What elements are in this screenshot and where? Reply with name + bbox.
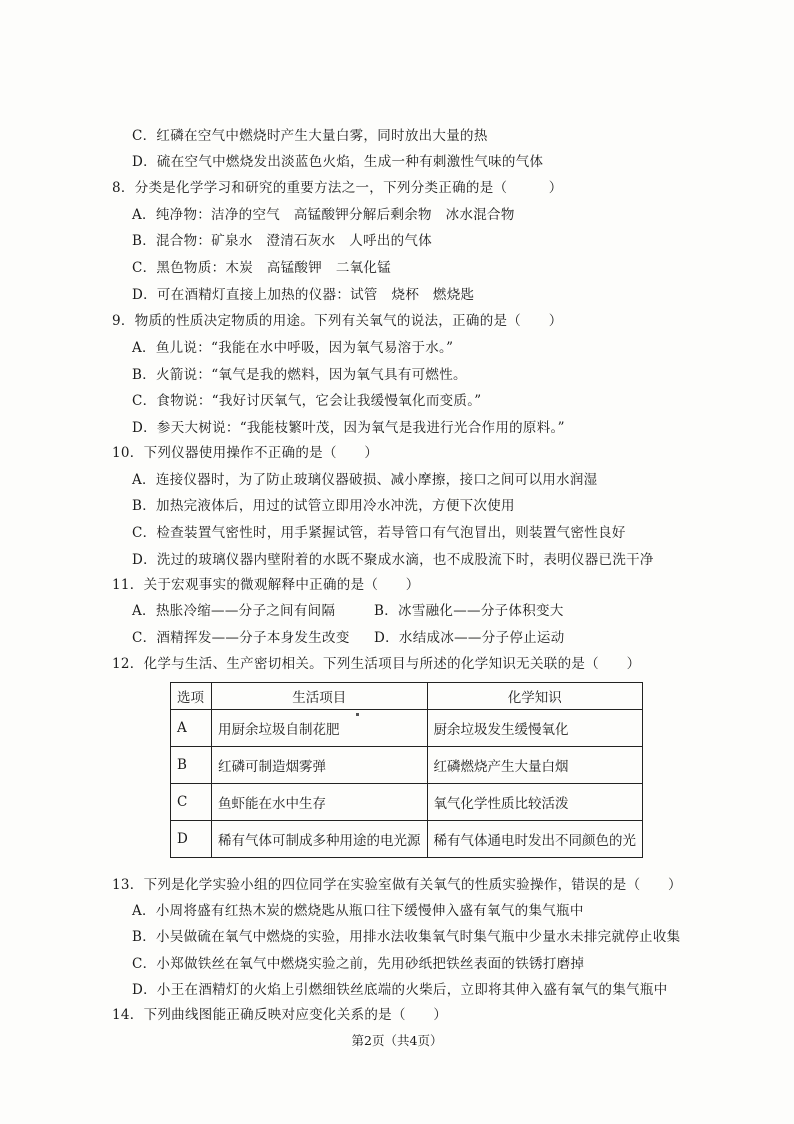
- table-header-life-item: 生活项目: [212, 683, 428, 710]
- q11-option-b: B．冰雪融化——分子体积变大: [374, 603, 564, 619]
- q10-option-c: C．检查装置气密性时，用手紧握试管，若导管口有气泡冒出，则装置气密性良好: [132, 525, 626, 541]
- q11-option-d: D．水结成冰——分子停止运动: [374, 630, 565, 646]
- q9-option-c: C．食物说：“我好讨厌氧气，它会让我缓慢氧化而变质。”: [132, 393, 482, 409]
- q9-option-b: B．火箭说：“氧气是我的燃料，因为氧气具有可燃性。: [132, 367, 467, 383]
- table-row: [171, 784, 643, 821]
- table-cell-option: A: [171, 710, 212, 747]
- table-cell-chem-knowledge: 氧气化学性质比较活泼: [427, 784, 643, 821]
- q8-option-a: A．纯净物：洁净的空气 高锰酸钾分解后剩余物 冰水混合物: [132, 207, 515, 223]
- table-row: [171, 747, 643, 784]
- scan-speck: [356, 713, 359, 716]
- q9-option-d: D．参天大树说：“我能枝繁叶茂，因为氧气是我进行光合作用的原料。”: [132, 420, 565, 436]
- q10-option-d: D．洗过的玻璃仪器内壁附着的水既不聚成水滴，也不成股流下时，表明仪器已洗干净: [132, 552, 654, 568]
- q11-option-c: C．酒精挥发——分子本身发生改变: [132, 630, 350, 646]
- page-footer: 第2页（共4页）: [351, 1033, 443, 1048]
- q13-option-b: B．小吴做硫在氧气中燃烧的实验，用排水法收集氧气时集气瓶中少量水未排完就停止收集: [132, 929, 681, 945]
- q12-table: [170, 682, 643, 858]
- q13-option-d: D．小王在酒精灯的火焰上引燃细铁丝底端的火柴后，立即将其伸入盛有氧气的集气瓶中: [132, 982, 668, 998]
- question-14: 14．下列曲线图能正确反映对应变化关系的是（ ）: [112, 1007, 448, 1023]
- question-9: 9．物质的性质决定物质的用途。下列有关氧气的说法，正确的是（ ）: [112, 313, 563, 329]
- table-cell-life-item: 红磷可制造烟雾弹: [212, 747, 428, 784]
- table-header-row: [171, 683, 643, 710]
- question-11: 11．关于宏观事实的微观解释中正确的是（ ）: [112, 577, 420, 593]
- table-cell-chem-knowledge: 稀有气体通电时发出不同颜色的光: [427, 821, 643, 858]
- table-cell-life-item: 稀有气体可制成多种用途的电光源: [212, 821, 428, 858]
- q9-option-a: A．鱼儿说：“我能在水中呼吸，因为氧气易溶于水。”: [132, 340, 454, 356]
- prev-option-d: D．硫在空气中燃烧发出淡蓝色火焰，生成一种有刺激性气味的气体: [132, 154, 544, 170]
- table-row: [171, 821, 643, 858]
- table-header-chem-knowledge: 化学知识: [427, 683, 643, 710]
- q8-option-c: C．黑色物质：木炭 高锰酸钾 二氧化锰: [132, 260, 392, 276]
- table-row: [171, 710, 643, 747]
- question-12: 12．化学与生活、生产密切相关。下列生活项目与所述的化学知识无关联的是（ ）: [112, 656, 641, 672]
- question-13: 13．下列是化学实验小组的四位同学在实验室做有关氧气的性质实验操作，错误的是（ ）: [112, 877, 682, 893]
- table-cell-option: B: [171, 747, 212, 784]
- table-cell-option: C: [171, 784, 212, 821]
- q10-option-b: B．加热完液体后，用过的试管立即用冷水冲洗，方便下次使用: [132, 498, 515, 514]
- q13-option-c: C．小郑做铁丝在氧气中燃烧实验之前，先用砂纸把铁丝表面的铁锈打磨掉: [132, 956, 585, 972]
- table-cell-life-item: 鱼虾能在水中生存: [212, 784, 428, 821]
- q8-option-b: B．混合物：矿泉水 澄清石灰水 人呼出的气体: [132, 233, 433, 249]
- question-10: 10．下列仪器使用操作不正确的是（ ）: [112, 445, 379, 461]
- table-cell-chem-knowledge: 红磷燃烧产生大量白烟: [427, 747, 643, 784]
- q8-option-d: D．可在酒精灯直接上加热的仪器：试管 烧杯 燃烧匙: [132, 287, 475, 303]
- prev-option-c: C．红磷在空气中燃烧时产生大量白雾，同时放出大量的热: [132, 128, 488, 144]
- question-8: 8．分类是化学学习和研究的重要方法之一，下列分类正确的是（ ）: [112, 180, 563, 196]
- table-header-option: 选项: [171, 683, 212, 710]
- table-cell-option: D: [171, 821, 212, 858]
- table-cell-life-item: 用厨余垃圾自制花肥: [212, 710, 428, 747]
- q11-option-a: A．热胀冷缩——分子之间有间隔: [132, 603, 336, 619]
- q10-option-a: A．连接仪器时，为了防止玻璃仪器破损、减小摩擦，接口之间可以用水润湿: [132, 472, 598, 488]
- q13-option-a: A．小周将盛有红热木炭的燃烧匙从瓶口往下缓慢伸入盛有氧气的集气瓶中: [132, 903, 584, 919]
- table-cell-chem-knowledge: 厨余垃圾发生缓慢氧化: [427, 710, 643, 747]
